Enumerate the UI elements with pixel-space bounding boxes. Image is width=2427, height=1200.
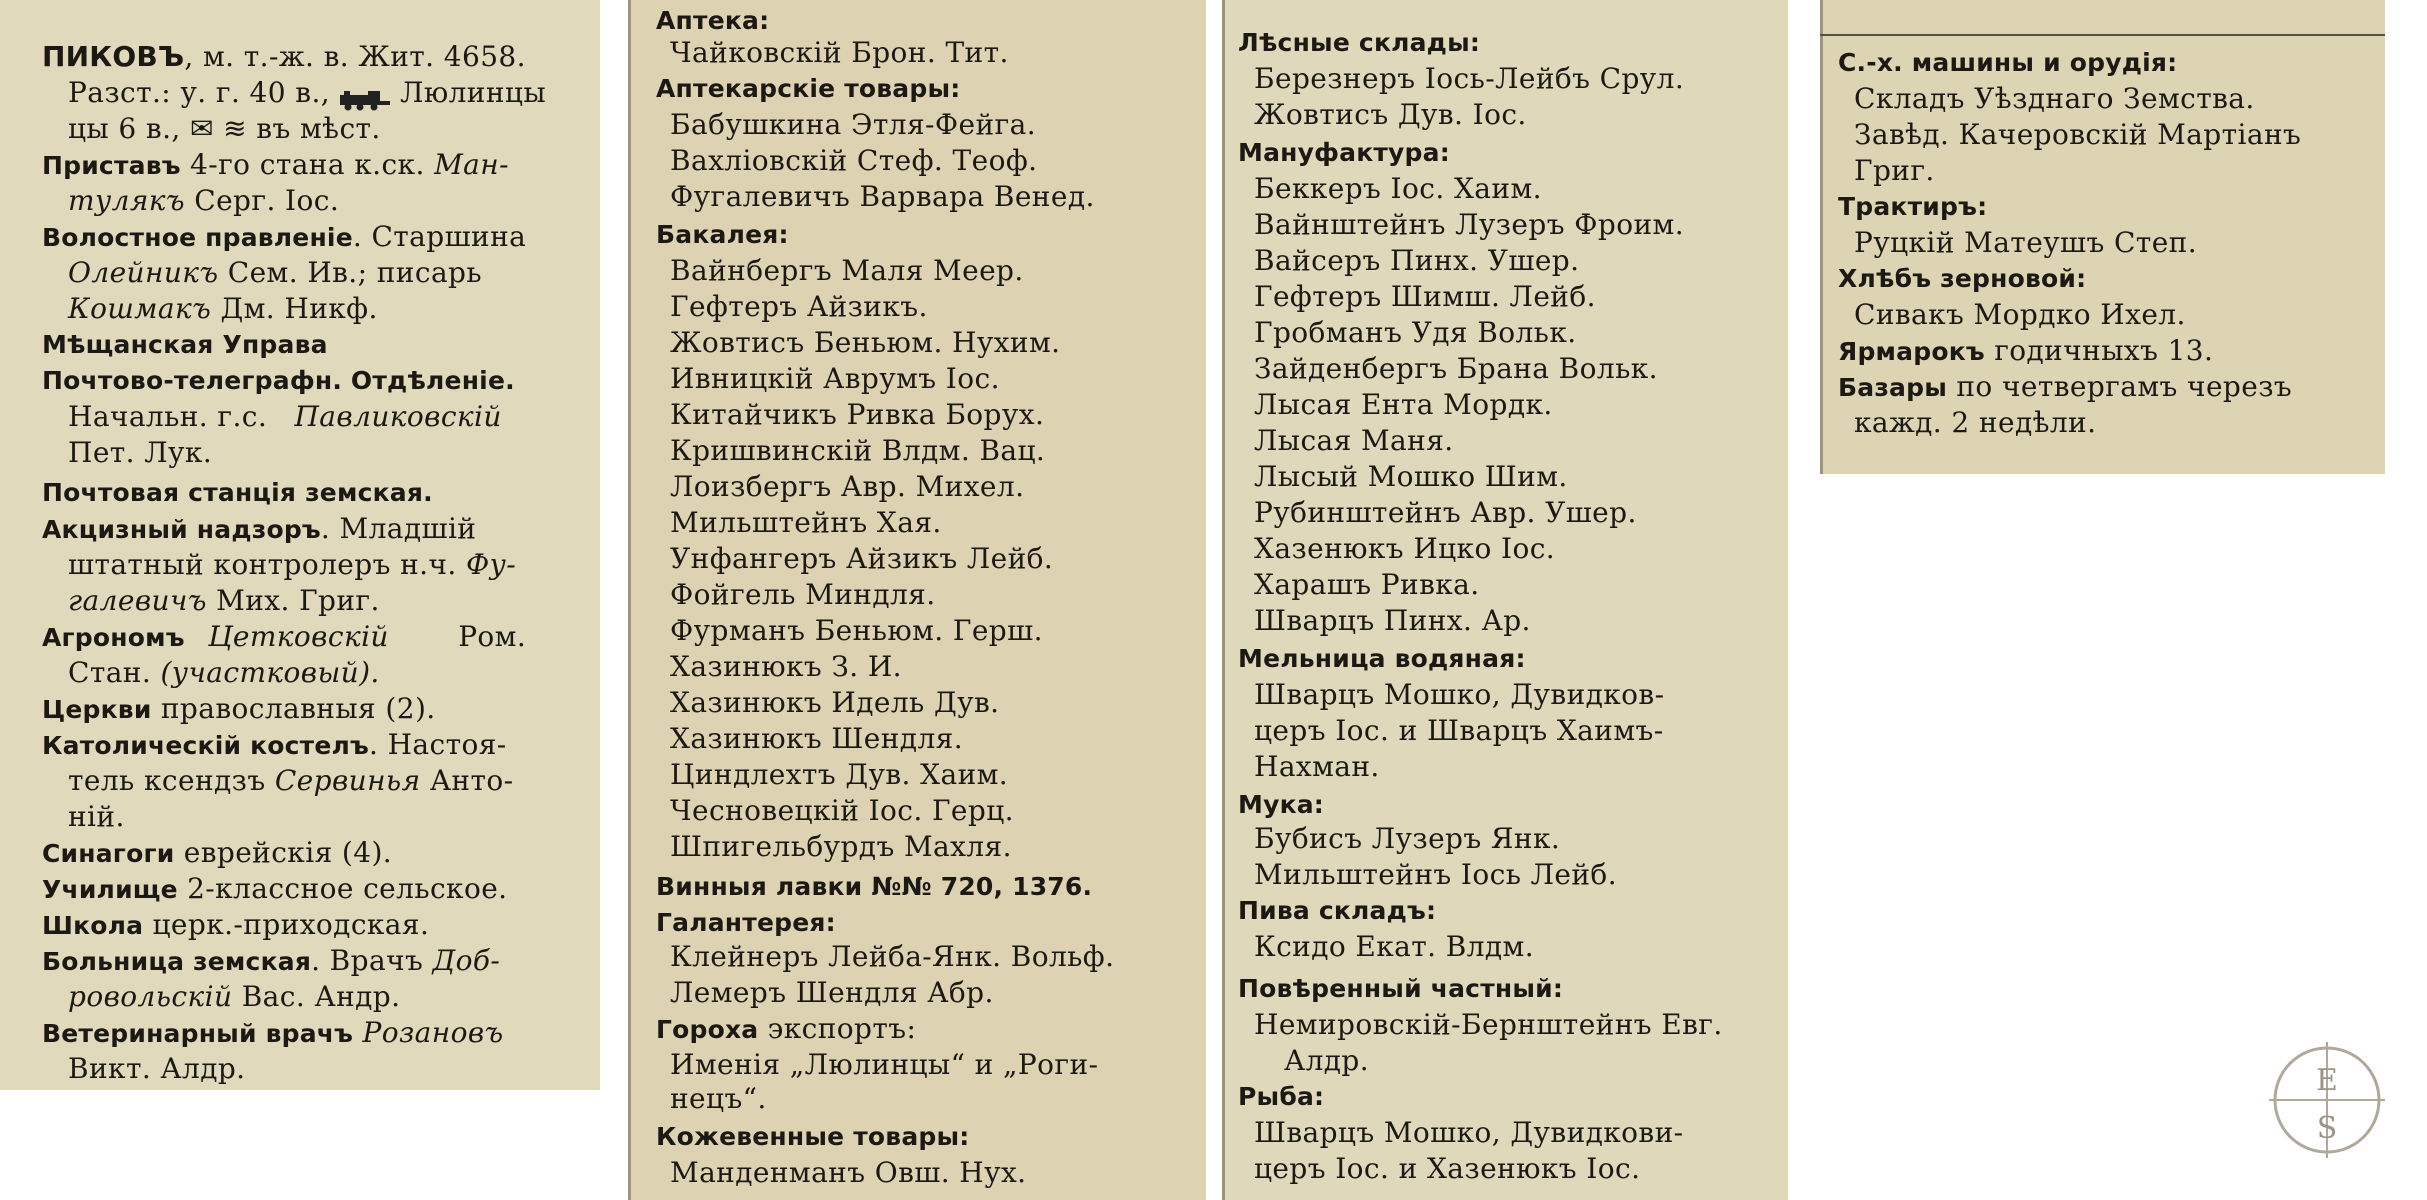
list-item: Григ. (1854, 154, 1935, 187)
top-divider (1820, 34, 2385, 36)
entry-post-telegraph: Почтово-телеграфн. Отдѣленіе. (42, 366, 515, 395)
section-haberdashery: Галантерея: (656, 908, 836, 937)
section-peas-export: Гороха экспортъ: (656, 1012, 917, 1045)
list-item: Лемеръ Шендля Абр. (670, 976, 994, 1009)
section-manufactory: Мануфактура: (1238, 138, 1450, 167)
list-item: церъ Іос. и Хазенюкъ Іос. (1254, 1152, 1641, 1185)
mail-telegraph-icons: ✉ ≋ въ мѣст. (189, 112, 381, 145)
list-item: Китайчикъ Ривка Борух. (670, 398, 1045, 431)
list-item: Фурманъ Беньюм. Герш. (670, 614, 1043, 647)
list-item: Лысая Ента Мордк. (1254, 388, 1553, 421)
list-item: Сивакъ Мордко Ихел. (1854, 298, 2186, 331)
entry-veterinarian-cont: Викт. Алдр. (68, 1052, 246, 1085)
list-item: Хазинюкъ З. И. (670, 650, 902, 683)
list-item: Ивницкій Аврумъ Іос. (670, 362, 1000, 395)
list-item: нецъ“. (670, 1082, 767, 1115)
entry-excise-cont2: галевичъ Мих. Григ. (68, 584, 380, 617)
entry-agronom-cont: Стан. (участковый). (68, 656, 380, 689)
entry-hospital: Больница земская. Врачъ Доб- (42, 944, 501, 977)
list-item: Завѣд. Качеровскій Мартіанъ (1854, 118, 2302, 151)
list-item: Чесновецкій Іос. Герц. (670, 794, 1014, 827)
section-pharma-goods: Аптекарскіе товары: (656, 74, 961, 103)
section-water-mill: Мельница водяная: (1238, 644, 1526, 673)
list-item: Хазинюкъ Идель Дув. (670, 686, 1000, 719)
list-item: Лоизбергъ Авр. Михел. (670, 470, 1025, 503)
column-divider (628, 0, 631, 1200)
list-item: Циндлехтъ Дув. Хаим. (670, 758, 1009, 791)
entry-volost: Волостное правленіе. Старшина (42, 220, 527, 253)
list-item: Именія „Люлинцы“ и „Роги- (670, 1048, 1099, 1081)
list-item: Мильштейнъ Іось Лейб. (1254, 858, 1617, 891)
entry-pristav: Приставъ 4-го стана к.ск. Ман- (42, 148, 509, 181)
list-item: Унфангеръ Айзикъ Лейб. (670, 542, 1054, 575)
list-item: Рубинштейнъ Авр. Ушер. (1254, 496, 1637, 529)
list-item: Алдр. (1284, 1044, 1370, 1077)
list-item: Лысый Мошко Шим. (1254, 460, 1568, 493)
column-divider (1820, 0, 1823, 474)
list-item: Манденманъ Овш. Нух. (670, 1156, 1027, 1189)
list-item: Бабушкина Этля-Фейга. (670, 108, 1037, 141)
list-item: Нахман. (1254, 750, 1380, 783)
list-item: Зайденбергъ Брана Вольк. (1254, 352, 1658, 385)
entry-pristav-cont: тулякъ Серг. Іос. (68, 184, 340, 217)
entry-post-station: Почтовая станція земская. (42, 478, 433, 507)
section-beer-warehouse: Пива складъ: (1238, 896, 1437, 925)
entry-post-head: Начальн. г.с. Павликовскій (68, 400, 502, 433)
list-item: Шварцъ Мошко, Дувидкови- (1254, 1116, 1684, 1149)
train-icon (338, 85, 392, 105)
entry-town-title: ПИКОВЪ, м. т.-ж. в. Жит. 4658. (42, 40, 526, 73)
list-item: Беккеръ Іос. Хаим. (1254, 172, 1542, 205)
column-divider (1222, 0, 1225, 1200)
list-item: Кришвинскій Влдм. Вац. (670, 434, 1046, 467)
entry-post-head-cont: Пет. Лук. (68, 436, 213, 469)
list-item: Хазенюкъ Ицко Іос. (1254, 532, 1556, 565)
entry-meshchanskaya: Мѣщанская Управа (42, 330, 328, 359)
entry-excise: Акцизный надзоръ. Младшій (42, 512, 477, 545)
section-agri-machines: С.-х. машины и орудія: (1838, 48, 2178, 77)
list-item: Немировскій-Бернштейнъ Евг. (1254, 1008, 1723, 1041)
entry-excise-cont1: штатный контролеръ н.ч. Фу- (68, 548, 517, 581)
entry-synagogues: Синагоги еврейскія (4). (42, 836, 393, 869)
list-item: Клейнеръ Лейба-Янк. Вольф. (670, 940, 1115, 973)
entry-volost-cont2: Кошмакъ Дм. Никф. (68, 292, 378, 325)
list-item: Хазинюкъ Шендля. (670, 722, 963, 755)
section-wine-shops: Винныя лавки №№ 720, 1376. (656, 872, 1093, 901)
list-item: Жовтисъ Дув. Іос. (1254, 98, 1527, 131)
list-item: Фугалевичъ Варвара Венед. (670, 180, 1095, 213)
list-item: Вайнбергъ Маля Меер. (670, 254, 1024, 287)
entry-markets: Базары по четвергамъ черезъ (1838, 370, 2293, 403)
section-timber: Лѣсные склады: (1238, 28, 1481, 57)
entry-school: Училище 2-классное сельское. (42, 872, 508, 905)
list-item: Шпигельбурдъ Махля. (670, 830, 1012, 863)
entry-churches: Церкви православныя (2). (42, 692, 436, 725)
list-item: Фойгель Миндля. (670, 578, 936, 611)
list-item: Гефтеръ Айзикъ. (670, 290, 928, 323)
entry-catholic-cont: тель ксендзъ Сервинья Анто- (68, 764, 514, 797)
entry-catholic-cont2: ній. (68, 800, 125, 833)
list-item: Харашъ Ривка. (1254, 568, 1480, 601)
svg-text:E: E (2316, 1063, 2338, 1098)
list-item: Вайсеръ Пинх. Ушер. (1254, 244, 1580, 277)
entry-catholic: Католическій костелъ. Настоя- (42, 728, 507, 761)
entry-veterinarian: Ветеринарный врачъ Розановъ (42, 1016, 504, 1049)
section-pharmacy: Аптека: (656, 6, 770, 35)
column-3 (1222, 0, 1788, 1200)
svg-text:S: S (2316, 1111, 2338, 1146)
column-4 (1820, 0, 2385, 474)
watermark-seal (2267, 1040, 2387, 1160)
entry-hospital-cont: ровольскій Вас. Андр. (68, 980, 401, 1013)
list-item: Вахлiовскій Стеф. Теоф. (670, 144, 1038, 177)
list-item: Шварцъ Пинх. Ар. (1254, 604, 1531, 637)
entry-parish-school: Школа церк.-приходская. (42, 908, 430, 941)
entry-fairs: Ярмарокъ годичныхъ 13. (1838, 334, 2214, 367)
section-grocery: Бакалея: (656, 220, 789, 249)
section-flour: Мука: (1238, 790, 1325, 819)
list-item: Гробманъ Удя Вольк. (1254, 316, 1577, 349)
entry-volost-cont1: Олейникъ Сем. Ив.; писарь (68, 256, 483, 289)
entry-distance: Разст.: у. г. 40 в., Люлинцы (68, 76, 547, 109)
entry-distance-cont: цы 6 в., ✉ ≋ въ мѣст. (68, 112, 381, 145)
list-item: Бубисъ Лузеръ Янк. (1254, 822, 1561, 855)
list-item: Руцкій Матеушъ Степ. (1854, 226, 2198, 259)
entry-markets-cont: кажд. 2 недѣли. (1854, 406, 2097, 439)
list-item: Чайковскій Брон. Тит. (670, 36, 1009, 69)
list-item: Вайнштейнъ Лузеръ Фроим. (1254, 208, 1685, 241)
section-grain: Хлѣбъ зерновой: (1838, 264, 2087, 293)
list-item: Березнеръ Іось-Лейбъ Срул. (1254, 62, 1685, 95)
list-item: Складъ Уѣзднаго Земства. (1854, 82, 2255, 115)
list-item: Ксидо Екат. Влдм. (1254, 930, 1535, 963)
section-fish: Рыба: (1238, 1082, 1325, 1111)
column-2 (628, 0, 1206, 1200)
section-private-attorney: Повѣренный частный: (1238, 974, 1564, 1003)
section-leather-goods: Кожевенные товары: (656, 1122, 970, 1151)
list-item: церъ Іос. и Шварцъ Хаимъ- (1254, 714, 1664, 747)
list-item: Лысая Маня. (1254, 424, 1454, 457)
list-item: Мильштейнъ Хая. (670, 506, 942, 539)
column-1 (0, 0, 600, 1090)
entry-agronom: Агрономъ Цетковскій Ром. (42, 620, 527, 653)
list-item: Жовтисъ Беньюм. Нухим. (670, 326, 1061, 359)
list-item: Гефтеръ Шимш. Лейб. (1254, 280, 1596, 313)
section-tavern: Трактиръ: (1838, 192, 1988, 221)
list-item: Шварцъ Мошко, Дувидков- (1254, 678, 1665, 711)
